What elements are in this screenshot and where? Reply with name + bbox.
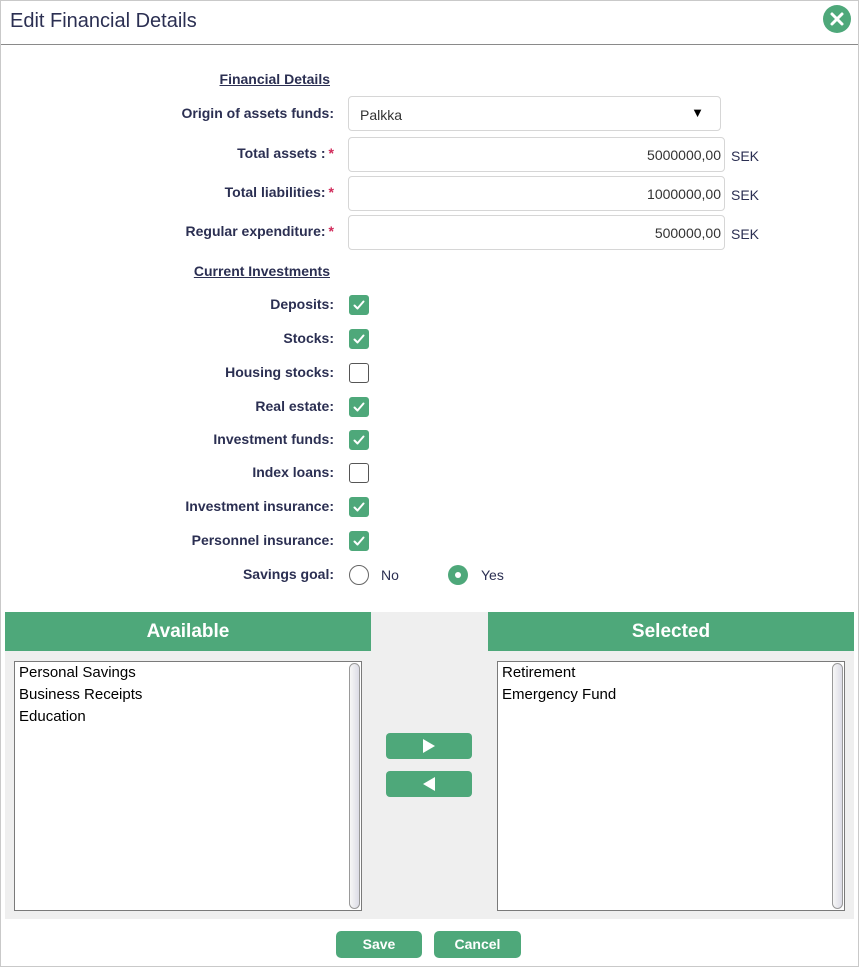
list-item[interactable]: Business Receipts (19, 686, 143, 703)
selected-listbox[interactable] (497, 661, 845, 911)
savings-goal-label: Savings goal: (242, 566, 334, 582)
dialog-title: Edit Financial Details (10, 10, 197, 32)
arrow-left-icon (423, 777, 435, 791)
regular-expenditure-label: Regular expenditure: * (185, 223, 334, 239)
current-investments-heading: Current Investments (193, 263, 330, 279)
move-left-button[interactable] (386, 771, 472, 797)
checkmark-icon (352, 500, 366, 514)
list-transfer-panel (5, 612, 854, 919)
checkbox-deposits[interactable] (349, 295, 369, 315)
checkbox-investment-funds[interactable] (349, 430, 369, 450)
dropdown-arrow-icon: ▼ (691, 105, 704, 120)
origin-selected-value: Palkka (360, 107, 403, 123)
available-scrollbar[interactable] (349, 663, 360, 909)
checkmark-icon (352, 534, 366, 548)
checkmark-icon (352, 298, 366, 312)
checkmark-icon (352, 400, 366, 414)
savings-goal-no-label: No (381, 567, 399, 583)
origin-select[interactable] (348, 96, 721, 131)
checkmark-icon (352, 332, 366, 346)
selected-header: Selected (488, 612, 854, 651)
close-button[interactable] (823, 5, 851, 33)
savings-goal-yes-radio[interactable] (448, 565, 468, 585)
investment-label-personnel-insurance: Personnel insurance: (191, 532, 334, 548)
currency-label: SEK (731, 226, 760, 242)
save-button[interactable]: Save (336, 931, 422, 958)
checkbox-real-estate[interactable] (349, 397, 369, 417)
close-icon (823, 5, 851, 33)
list-item[interactable]: Retirement (502, 664, 576, 681)
dialog-titlebar (1, 1, 858, 45)
investment-label-investment-funds: Investment funds: (213, 431, 334, 447)
checkmark-icon (352, 433, 366, 447)
cancel-button[interactable]: Cancel (434, 931, 521, 958)
financial-details-heading: Financial Details (219, 71, 330, 87)
investment-label-real-estate: Real estate: (255, 398, 334, 414)
origin-label: Origin of assets funds: (181, 105, 334, 121)
checkbox-personnel-insurance[interactable] (349, 531, 369, 551)
total-liabilities-label: Total liabilities: * (224, 184, 334, 200)
available-header: Available (5, 612, 371, 651)
selected-scrollbar[interactable] (832, 663, 843, 909)
currency-label: SEK (731, 187, 760, 203)
required-marker: * (328, 184, 334, 200)
regular-expenditure-input[interactable] (348, 215, 725, 250)
investment-label-stocks: Stocks: (283, 330, 334, 346)
currency-label: SEK (731, 148, 760, 164)
required-marker: * (328, 223, 334, 239)
move-right-button[interactable] (386, 733, 472, 759)
investment-label-investment-insurance: Investment insurance: (185, 498, 334, 514)
arrow-right-icon (423, 739, 435, 753)
investment-label-housing-stocks: Housing stocks: (225, 364, 334, 380)
list-item[interactable]: Personal Savings (19, 664, 136, 681)
checkbox-stocks[interactable] (349, 329, 369, 349)
total-liabilities-input[interactable] (348, 176, 725, 211)
savings-goal-yes-label: Yes (481, 567, 504, 583)
savings-goal-no-radio[interactable] (349, 565, 369, 585)
total-assets-label: Total assets : * (237, 145, 334, 161)
investment-label-deposits: Deposits: (270, 296, 334, 312)
list-item[interactable]: Emergency Fund (502, 686, 617, 703)
investment-label-index-loans: Index loans: (252, 464, 334, 480)
checkbox-index-loans[interactable] (349, 463, 369, 483)
available-listbox[interactable] (14, 661, 362, 911)
checkbox-investment-insurance[interactable] (349, 497, 369, 517)
checkbox-housing-stocks[interactable] (349, 363, 369, 383)
list-item[interactable]: Education (19, 708, 86, 725)
required-marker: * (328, 145, 334, 161)
total-assets-input[interactable] (348, 137, 725, 172)
